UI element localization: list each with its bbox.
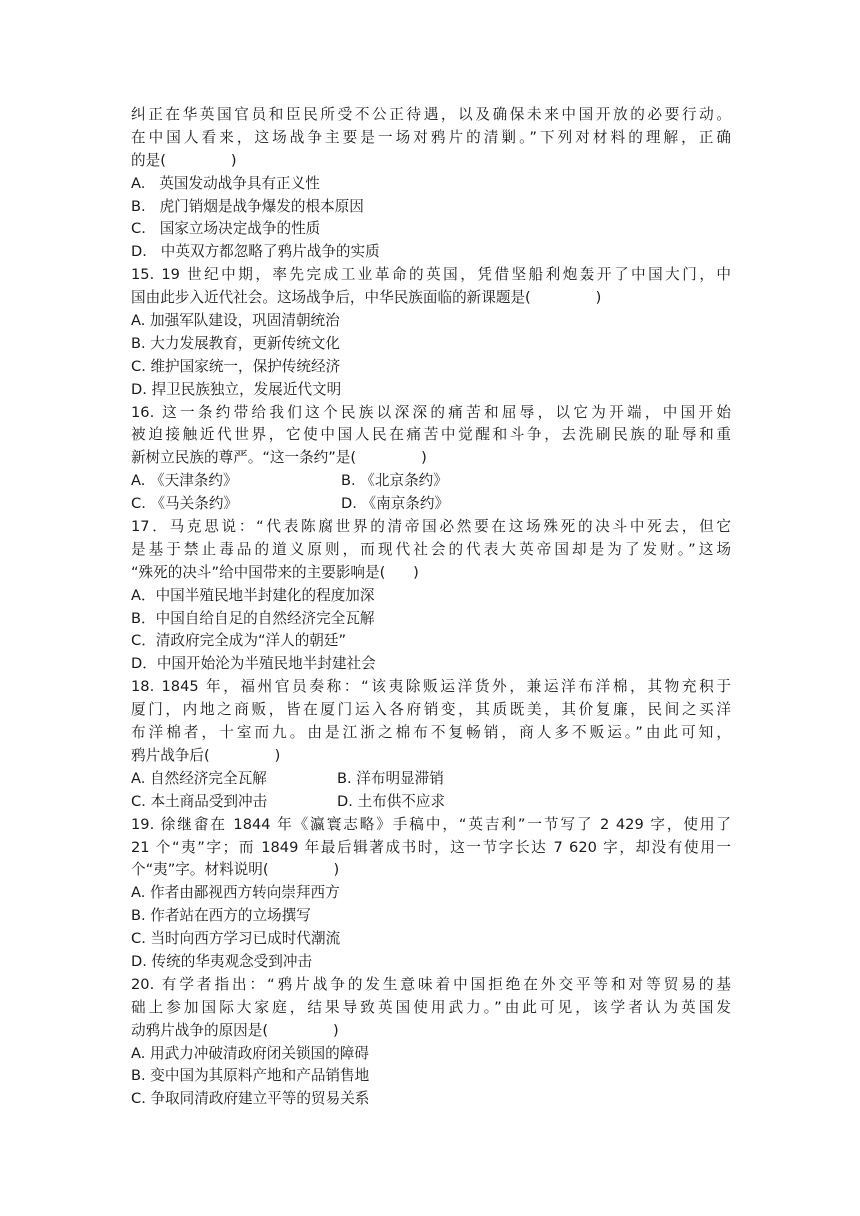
q19-option-d: D. 传统的华夷观念受到冲击	[131, 952, 313, 970]
q14-option-a: A. 英国发动战争具有正义性	[131, 174, 320, 192]
q16-option-a: A. 《天津条约》	[131, 472, 238, 490]
q18-option-d: D. 土布供不应求	[337, 792, 446, 810]
q20-option-b: B. 变中国为其原料产地和产品销售地	[131, 1067, 370, 1085]
q18-stem-line: 鸦片战争后( )	[131, 746, 281, 764]
q15-option-d: D. 捍卫民族独立，发展近代文明	[131, 380, 342, 398]
q16-option-b: B. 《北京条约》	[341, 472, 448, 490]
q14-stem-line: 在中国人看来，这场战争主要是一场对鸦片的清剿。”下列对材料的理解，正确	[131, 128, 731, 146]
q17-stem-line: 17．马克思说：“代表陈腐世界的清帝国必然要在这场殊死的决斗中死去，但它	[131, 518, 731, 536]
q18-stem-line: 厦门，内地之商贩，皆在厦门运入各府销变，其质既美，其价复廉，民间之买洋	[131, 701, 731, 719]
q17-option-d: D．中国开始沦为半殖民地半封建社会	[131, 655, 376, 673]
q15-stem-line: 国由此步入近代社会。这场战争后，中华民族面临的新课题是( )	[131, 289, 602, 307]
q17-option-c: C．清政府完全成为“洋人的朝廷”	[131, 632, 347, 650]
q15-option-a: A. 加强军队建设，巩固清朝统治	[131, 312, 340, 330]
q18-options-row	[131, 791, 731, 814]
q18-option-a: A. 自然经济完全瓦解	[131, 769, 267, 787]
question-content	[131, 104, 731, 1111]
q14-stem-line: 纠正在华英国官员和臣民所受不公正待遇，以及确保未来中国开放的必要行动。	[131, 106, 731, 123]
q14-option-d: D. 中英双方都忽略了鸦片战争的实质	[131, 243, 380, 261]
q16-stem-line: 16. 这一条约带给我们这个民族以深深的痛苦和屈辱，以它为开端，中国开始	[131, 403, 731, 421]
q16-options-row	[131, 470, 731, 493]
q14-option-b: B. 虎门销烟是战争爆发的根本原因	[131, 197, 364, 215]
q19-option-a: A. 作者由鄙视西方转向崇拜西方	[131, 884, 340, 902]
q19-option-b: B. 作者站在西方的立场撰写	[131, 907, 311, 925]
q16-option-d: D. 《南京条约》	[341, 495, 450, 513]
q19-option-c: C. 当时向西方学习已成时代潮流	[131, 930, 341, 948]
q17-option-b: B．中国自给自足的自然经济完全瓦解	[131, 609, 375, 627]
q18-option-b: B. 洋布明显滞销	[337, 769, 444, 787]
q16-stem-line: 新树立民族的尊严。“这一条约”是( )	[131, 449, 427, 467]
q18-stem-line: 18. 1845 年，福州官员奏称：“该夷除贩运洋货外，兼运洋布洋棉，其物充积于	[131, 678, 731, 696]
q19-stem-line: 个“夷”字。材料说明( )	[131, 861, 340, 879]
q15-option-c: C. 维护国家统一，保护传统经济	[131, 357, 341, 375]
q16-options-row	[131, 493, 731, 516]
q20-stem-line: 础上参加国际大家庭，结果导致英国使用武力。”由此可见，该学者认为英国发	[131, 998, 731, 1016]
q20-stem-line: 动鸦片战争的原因是( )	[131, 1021, 339, 1039]
q15-option-b: B. 大力发展教育，更新传统文化	[131, 334, 341, 352]
q17-option-a: A．中国半殖民地半封建化的程度加深	[131, 586, 375, 604]
q18-stem-line: 布洋棉者，十室而九。由是江浙之棉布不复畅销，商人多不贩运。”由此可知，	[131, 724, 731, 742]
q18-option-c: C. 本土商品受到冲击	[131, 792, 268, 810]
q16-option-c: C. 《马关条约》	[131, 495, 239, 513]
q14-stem-line: 的是( )	[131, 151, 237, 169]
q18-options-row	[131, 768, 731, 791]
q16-stem-line: 被迫接触近代世界，它使中国人民在痛苦中觉醒和斗争，去洗刷民族的耻辱和重	[131, 426, 731, 444]
q19-stem-line: 19. 徐继畬在 1844 年《瀛寰志略》手稿中，“英吉利”一节写了 2 429 字，使用了	[131, 815, 731, 833]
q20-option-c: C. 争取同清政府建立平等的贸易关系	[131, 1090, 370, 1108]
q15-stem-line: 15. 19 世纪中期，率先完成工业革命的英国，凭借坚船利炮轰开了中国大门，中	[131, 266, 731, 284]
q14-option-c: C. 国家立场决定战争的性质	[131, 220, 321, 238]
q20-stem-line: 20. 有学者指出：“鸦片战争的发生意味着中国拒绝在外交平等和对等贸易的基	[131, 975, 731, 993]
q20-option-a: A. 用武力冲破清政府闭关锁国的障碍	[131, 1044, 369, 1062]
q17-stem-line: 是基于禁止毒品的道义原则，而现代社会的代表大英帝国却是为了发财。”这场	[131, 540, 731, 558]
q19-stem-line: 21 个“夷”字；而 1849 年最后辑著成书时，这一节字长达 7 620 字，却没有使用一	[131, 838, 731, 856]
q17-stem-line: “殊死的决斗”给中国带来的主要影响是( )	[131, 563, 419, 581]
